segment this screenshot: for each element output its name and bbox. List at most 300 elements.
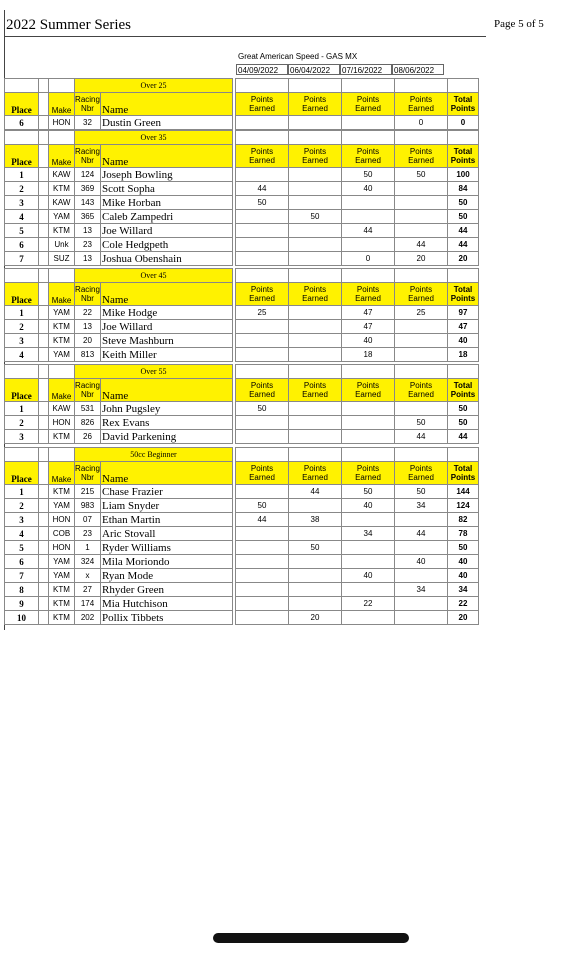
category-label: Over 55 (75, 365, 233, 379)
table-row (5, 499, 479, 513)
header-text: Points (303, 381, 327, 390)
header-text: Place (11, 105, 32, 115)
header-cell (289, 283, 342, 306)
spacer-cell (39, 252, 49, 266)
header-text: Make (51, 106, 72, 115)
points-cell (289, 168, 342, 182)
number-cell: 26 (75, 430, 101, 444)
points-cell: 40 (342, 182, 395, 196)
rider-name-cell: Rex Evans (101, 416, 233, 430)
header-text: Earned (302, 473, 328, 482)
total-cell: 84 (448, 182, 479, 196)
make-cell: KTM (49, 334, 75, 348)
header-cell (236, 379, 289, 402)
date-1: 04/09/2022 (236, 64, 288, 75)
points-cell (395, 597, 448, 611)
category-row (5, 448, 479, 462)
total-cell: 20 (448, 611, 479, 625)
header-text: Points (356, 464, 380, 473)
points-cell (289, 182, 342, 196)
header-cell (236, 283, 289, 306)
table-row (5, 416, 479, 430)
header-text: Nbr (81, 390, 94, 399)
header-text: Earned (355, 473, 381, 482)
total-cell: 20 (448, 252, 479, 266)
header-text: Earned (355, 294, 381, 303)
points-cell (342, 116, 395, 130)
table-row (5, 182, 479, 196)
header-text: Total (453, 95, 473, 104)
section-table (4, 78, 479, 130)
make-cell: KTM (49, 320, 75, 334)
header-text: Points (409, 381, 433, 390)
points-cell: 50 (342, 168, 395, 182)
place-cell: 2 (5, 182, 39, 196)
header-text: Points (409, 95, 433, 104)
header-cell (49, 283, 75, 306)
total-cell: 50 (448, 210, 479, 224)
header-cell (39, 462, 49, 485)
header-text: Place (11, 474, 32, 484)
header-text: Earned (355, 156, 381, 165)
header-cell (75, 283, 101, 306)
points-cell: 47 (342, 320, 395, 334)
points-cell: 50 (395, 416, 448, 430)
points-cell (395, 541, 448, 555)
points-cell: 0 (395, 116, 448, 130)
category-row (5, 79, 479, 93)
rider-name-cell: David Parkening (101, 430, 233, 444)
header-row (5, 462, 479, 485)
points-cell (395, 210, 448, 224)
rider-name-cell: Rhyder Green (101, 583, 233, 597)
table-row (5, 485, 479, 499)
header-text: Earned (408, 156, 434, 165)
spacer-cell (39, 196, 49, 210)
points-cell: 44 (395, 238, 448, 252)
points-cell: 40 (342, 569, 395, 583)
header-cell (101, 379, 233, 402)
header-cell (448, 379, 479, 402)
header-cell (342, 145, 395, 168)
spacer-cell (39, 569, 49, 583)
make-cell: HON (49, 416, 75, 430)
rider-name-cell: Pollix Tibbets (101, 611, 233, 625)
points-cell (289, 306, 342, 320)
place-cell: 10 (5, 611, 39, 625)
points-cell (395, 334, 448, 348)
header-text: Points (250, 464, 274, 473)
points-cell (395, 569, 448, 583)
header-text: Place (11, 391, 32, 401)
rider-name-cell: Chase Frazier (101, 485, 233, 499)
make-cell: KTM (49, 597, 75, 611)
make-cell: YAM (49, 306, 75, 320)
header-text: Points (356, 285, 380, 294)
rider-name-cell: Ryder Williams (101, 541, 233, 555)
rider-name-cell: Joseph Bowling (101, 168, 233, 182)
number-cell: 215 (75, 485, 101, 499)
place-cell: 4 (5, 210, 39, 224)
header-cell (395, 145, 448, 168)
table-row (5, 196, 479, 210)
header-text: Earned (408, 473, 434, 482)
number-cell: 23 (75, 527, 101, 541)
points-cell (289, 499, 342, 513)
points-cell (289, 597, 342, 611)
make-cell: KTM (49, 182, 75, 196)
spacer-cell (39, 430, 49, 444)
table-row (5, 569, 479, 583)
header-cell (342, 283, 395, 306)
header-cell (289, 145, 342, 168)
place-cell: 3 (5, 334, 39, 348)
make-cell: YAM (49, 210, 75, 224)
make-cell: SUZ (49, 252, 75, 266)
total-cell: 50 (448, 416, 479, 430)
total-cell: 18 (448, 348, 479, 362)
spacer-cell (39, 306, 49, 320)
points-cell (342, 583, 395, 597)
points-cell: 0 (342, 252, 395, 266)
header-text: Nbr (81, 294, 94, 303)
points-cell: 34 (395, 499, 448, 513)
header-text: Total (453, 147, 473, 156)
points-cell (236, 348, 289, 362)
header-text: Earned (408, 294, 434, 303)
points-cell (395, 182, 448, 196)
points-cell (236, 224, 289, 238)
date-4: 08/06/2022 (392, 64, 444, 75)
header-cell (236, 93, 289, 116)
points-cell (395, 196, 448, 210)
total-cell: 50 (448, 402, 479, 416)
total-cell: 124 (448, 499, 479, 513)
spacer-cell (39, 182, 49, 196)
points-cell (342, 513, 395, 527)
header-cell (5, 145, 39, 168)
header-text: Racing (75, 464, 100, 473)
number-cell: 365 (75, 210, 101, 224)
points-cell: 50 (236, 402, 289, 416)
points-cell (289, 348, 342, 362)
rider-name-cell: Joe Willard (101, 320, 233, 334)
header-text: Points (450, 104, 476, 113)
header-text: Points (356, 95, 380, 104)
points-cell: 50 (236, 196, 289, 210)
header-cell (395, 93, 448, 116)
points-cell (289, 402, 342, 416)
points-cell (395, 402, 448, 416)
header-cell (5, 462, 39, 485)
rider-name-cell: Ethan Martin (101, 513, 233, 527)
points-cell (236, 430, 289, 444)
place-cell: 3 (5, 513, 39, 527)
place-cell: 8 (5, 583, 39, 597)
header-text: Nbr (81, 156, 94, 165)
total-cell: 82 (448, 513, 479, 527)
spacer-cell (39, 210, 49, 224)
number-cell: 23 (75, 238, 101, 252)
header-text: Earned (408, 104, 434, 113)
spacer-cell (39, 334, 49, 348)
scrollbar[interactable] (213, 933, 409, 943)
place-cell: 3 (5, 430, 39, 444)
place-cell: 1 (5, 306, 39, 320)
table-row (5, 348, 479, 362)
place-cell: 7 (5, 569, 39, 583)
points-cell: 18 (342, 348, 395, 362)
points-cell (342, 541, 395, 555)
rider-name-cell: Keith Miller (101, 348, 233, 362)
points-cell (236, 485, 289, 499)
make-cell: YAM (49, 348, 75, 362)
header-cell (448, 93, 479, 116)
header-text: Earned (302, 390, 328, 399)
date-2: 06/04/2022 (288, 64, 340, 75)
table-row (5, 597, 479, 611)
number-cell: 1 (75, 541, 101, 555)
category-label: Over 25 (75, 79, 233, 93)
spacer-cell (39, 320, 49, 334)
place-cell: 2 (5, 416, 39, 430)
header-text: Earned (355, 390, 381, 399)
spacer-cell (39, 583, 49, 597)
rider-name-cell: Caleb Zampedri (101, 210, 233, 224)
table-row (5, 238, 479, 252)
number-cell: 143 (75, 196, 101, 210)
header-cell (342, 379, 395, 402)
header-text: Points (303, 95, 327, 104)
total-cell: 50 (448, 196, 479, 210)
points-cell (236, 611, 289, 625)
points-cell (236, 555, 289, 569)
table-row (5, 168, 479, 182)
header-cell (101, 462, 233, 485)
points-cell (395, 611, 448, 625)
header-cell (448, 283, 479, 306)
header-cell (448, 462, 479, 485)
points-cell (289, 555, 342, 569)
header-text: Total (453, 381, 473, 390)
points-cell (236, 527, 289, 541)
title-divider (4, 36, 486, 37)
number-cell: 813 (75, 348, 101, 362)
header-cell (342, 93, 395, 116)
header-text: Earned (249, 156, 275, 165)
place-cell: 4 (5, 348, 39, 362)
total-cell: 100 (448, 168, 479, 182)
table-row (5, 116, 479, 130)
points-cell (342, 611, 395, 625)
make-cell: KTM (49, 583, 75, 597)
header-cell (236, 145, 289, 168)
number-cell: 983 (75, 499, 101, 513)
rider-name-cell: Mila Moriondo (101, 555, 233, 569)
section-table (4, 268, 479, 362)
make-cell: KTM (49, 224, 75, 238)
header-text: Racing (75, 147, 100, 156)
table-row (5, 402, 479, 416)
make-cell: YAM (49, 499, 75, 513)
total-cell: 34 (448, 583, 479, 597)
points-cell: 20 (395, 252, 448, 266)
points-cell: 50 (395, 485, 448, 499)
spacer-cell (39, 611, 49, 625)
header-cell (448, 145, 479, 168)
points-cell: 25 (236, 306, 289, 320)
header-cell (49, 379, 75, 402)
rider-name-cell: John Pugsley (101, 402, 233, 416)
table-row (5, 513, 479, 527)
header-text: Earned (302, 156, 328, 165)
place-cell: 6 (5, 238, 39, 252)
header-text: Place (11, 157, 32, 167)
header-cell (39, 379, 49, 402)
header-text: Earned (355, 104, 381, 113)
number-cell: 369 (75, 182, 101, 196)
points-cell (289, 196, 342, 210)
header-text: Racing (75, 285, 100, 294)
make-cell: KAW (49, 196, 75, 210)
place-cell: 5 (5, 224, 39, 238)
header-text: Total (453, 464, 473, 473)
header-cell (101, 93, 233, 116)
header-text: Points (409, 464, 433, 473)
number-cell: 531 (75, 402, 101, 416)
spacer-cell (39, 402, 49, 416)
points-cell: 44 (236, 182, 289, 196)
header-cell (49, 145, 75, 168)
header-cell (101, 145, 233, 168)
points-cell: 50 (342, 485, 395, 499)
rider-name-cell: Aric Stovall (101, 527, 233, 541)
place-cell: 9 (5, 597, 39, 611)
header-cell (289, 93, 342, 116)
header-text: Earned (249, 473, 275, 482)
points-cell (236, 116, 289, 130)
header-text: Make (51, 296, 72, 305)
header-text: Points (250, 95, 274, 104)
points-cell: 44 (236, 513, 289, 527)
rider-name-cell: Mike Horban (101, 196, 233, 210)
points-cell (395, 224, 448, 238)
number-cell: 20 (75, 334, 101, 348)
make-cell: KTM (49, 611, 75, 625)
header-text: Points (356, 147, 380, 156)
header-cell (5, 379, 39, 402)
category-row (5, 131, 479, 145)
number-cell: 22 (75, 306, 101, 320)
section-table (4, 130, 479, 266)
spacer-cell (39, 238, 49, 252)
header-cell (5, 93, 39, 116)
total-cell: 44 (448, 224, 479, 238)
header-text: Earned (302, 294, 328, 303)
header-cell (101, 283, 233, 306)
place-cell: 7 (5, 252, 39, 266)
rider-name-cell: Liam Snyder (101, 499, 233, 513)
header-cell (49, 93, 75, 116)
points-cell: 50 (395, 168, 448, 182)
spacer-cell (39, 116, 49, 130)
header-text: Nbr (81, 473, 94, 482)
points-cell: 50 (289, 541, 342, 555)
table-row (5, 334, 479, 348)
points-cell (236, 210, 289, 224)
total-cell: 40 (448, 555, 479, 569)
table-row (5, 527, 479, 541)
rider-name-cell: Joshua Obenshain (101, 252, 233, 266)
header-text: Racing (75, 381, 100, 390)
rider-name-cell: Joe Willard (101, 224, 233, 238)
header-text: Points (303, 464, 327, 473)
section-table (4, 364, 479, 444)
header-text: Points (450, 473, 476, 482)
table-row (5, 541, 479, 555)
points-cell (342, 416, 395, 430)
points-cell: 44 (395, 527, 448, 541)
header-text: Racing (75, 95, 100, 104)
place-cell: 2 (5, 499, 39, 513)
page-number: Page 5 of 5 (494, 18, 544, 30)
total-cell: 44 (448, 238, 479, 252)
category-row (5, 269, 479, 283)
number-cell: 124 (75, 168, 101, 182)
points-cell: 22 (342, 597, 395, 611)
spacer-cell (39, 527, 49, 541)
header-text: Points (450, 156, 476, 165)
place-cell: 1 (5, 402, 39, 416)
header-text: Points (250, 285, 274, 294)
points-cell (289, 224, 342, 238)
category-label: Over 45 (75, 269, 233, 283)
points-cell: 34 (342, 527, 395, 541)
points-cell: 40 (395, 555, 448, 569)
points-cell (236, 320, 289, 334)
place-cell: 5 (5, 541, 39, 555)
points-cell (289, 583, 342, 597)
header-text: Points (303, 147, 327, 156)
header-text: Points (450, 294, 476, 303)
points-cell (289, 320, 342, 334)
table-row (5, 224, 479, 238)
points-cell: 50 (289, 210, 342, 224)
number-cell: x (75, 569, 101, 583)
points-cell: 50 (236, 499, 289, 513)
points-cell: 40 (342, 334, 395, 348)
header-row (5, 283, 479, 306)
points-cell (236, 597, 289, 611)
points-cell (236, 168, 289, 182)
points-cell (342, 196, 395, 210)
spacer-cell (39, 499, 49, 513)
place-cell: 1 (5, 485, 39, 499)
document-title: 2022 Summer Series (6, 17, 131, 33)
table-row (5, 611, 479, 625)
number-cell: 202 (75, 611, 101, 625)
place-cell: 6 (5, 116, 39, 130)
header-text: Points (250, 147, 274, 156)
spacer-cell (39, 555, 49, 569)
make-cell: YAM (49, 569, 75, 583)
points-cell (289, 116, 342, 130)
points-cell: 47 (342, 306, 395, 320)
table-row (5, 430, 479, 444)
category-row (5, 365, 479, 379)
table-row (5, 210, 479, 224)
points-cell: 44 (342, 224, 395, 238)
